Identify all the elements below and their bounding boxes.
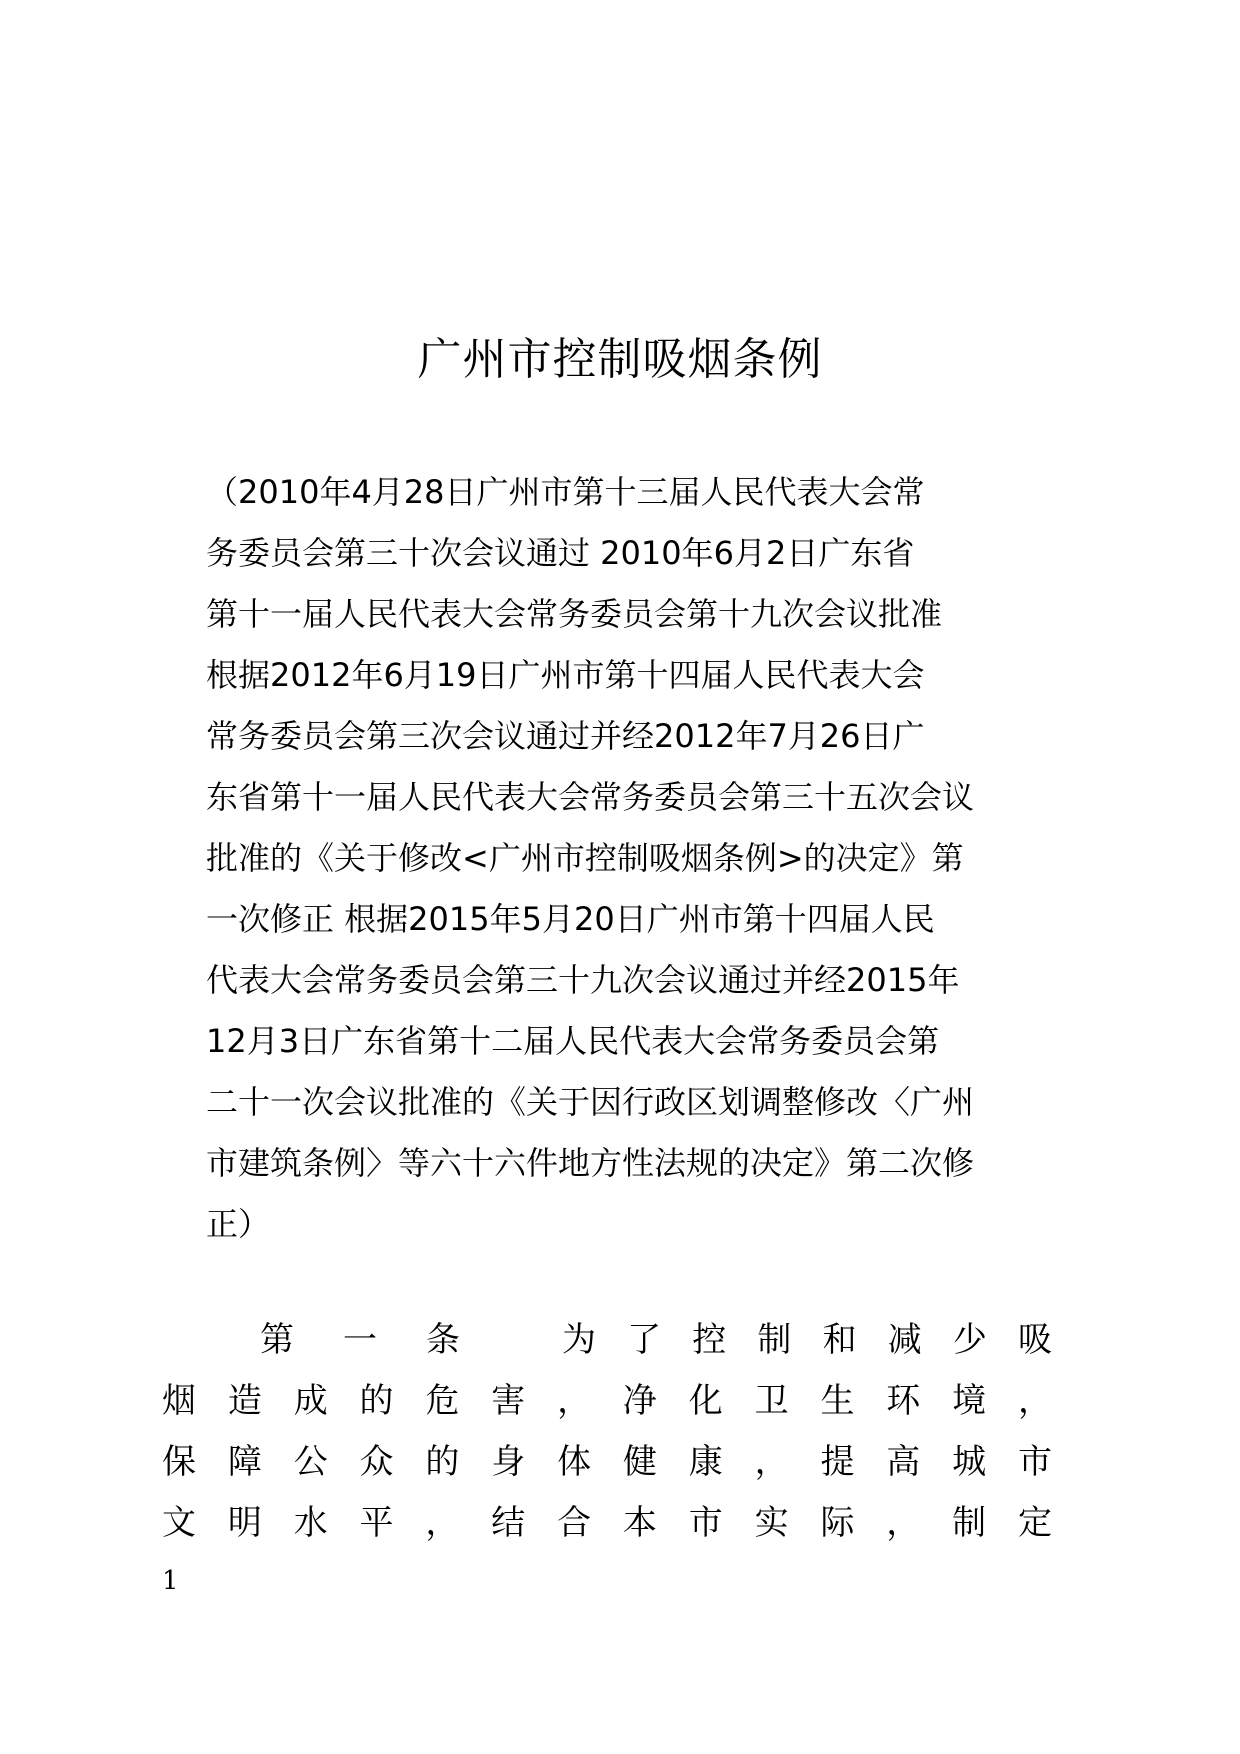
text-glyph: 提: [820, 1442, 855, 1482]
text-glyph: 境: [952, 1381, 987, 1421]
text-glyph: 吸: [1017, 1320, 1052, 1360]
article-line: [162, 1432, 1052, 1493]
article-number: [260, 1310, 460, 1371]
text-glyph: 本: [622, 1503, 657, 1543]
text-glyph: 的: [359, 1381, 394, 1421]
history-line: 务委员会第三十次会议通过 2010年6月2日广东省: [206, 534, 915, 572]
text-glyph: 造: [227, 1381, 262, 1421]
text-glyph: 一: [343, 1320, 377, 1360]
text-glyph: 条: [426, 1320, 460, 1360]
text-glyph: ，: [425, 1503, 460, 1543]
text-glyph: 众: [359, 1442, 394, 1482]
text-glyph: 减: [887, 1320, 922, 1360]
text-glyph: 障: [227, 1442, 262, 1482]
text-glyph: 明: [227, 1503, 262, 1543]
text-glyph: 生: [820, 1381, 855, 1421]
text-glyph: 害: [491, 1381, 526, 1421]
text-glyph: 制: [952, 1503, 987, 1543]
text-glyph: 平: [359, 1503, 394, 1543]
text-glyph: 环: [886, 1381, 921, 1421]
history-line: 东省第十一届人民代表大会常务委员会第三十五次会议: [206, 778, 975, 816]
article-text: [562, 1310, 1052, 1371]
text-glyph: 少: [952, 1320, 987, 1360]
text-glyph: 健: [622, 1442, 657, 1482]
article-one: [162, 1310, 1052, 1554]
text-glyph: 市: [1017, 1442, 1052, 1482]
history-line: 批准的《关于修改<广州市控制吸烟条例>的决定》第: [206, 839, 964, 877]
history-line: （2010年4月28日广州市第十三届人民代表大会常: [206, 473, 925, 511]
text-glyph: 净: [622, 1381, 657, 1421]
text-glyph: 文: [162, 1503, 196, 1543]
history-line: 一次修正 根据2015年5月20日广州市第十四届人民: [206, 900, 935, 938]
article-line: [162, 1371, 1052, 1432]
text-glyph: 危: [425, 1381, 460, 1421]
amendment-history: [206, 462, 1036, 1255]
text-glyph: 卫: [754, 1381, 789, 1421]
text-glyph: 体: [557, 1442, 592, 1482]
history-line: 根据2012年6月19日广州市第十四届人民代表大会: [206, 656, 925, 694]
text-glyph: 控: [692, 1320, 727, 1360]
text-glyph: 合: [557, 1503, 592, 1543]
text-glyph: ，: [1017, 1381, 1052, 1421]
text-glyph: 化: [688, 1381, 723, 1421]
text-glyph: 公: [293, 1442, 328, 1482]
text-glyph: 康: [688, 1442, 723, 1482]
text-glyph: 成: [293, 1381, 328, 1421]
article-line: [162, 1310, 1052, 1371]
text-glyph: ，: [886, 1503, 921, 1543]
history-line: 12月3日广东省第十二届人民代表大会常务委员会第: [206, 1022, 940, 1060]
text-glyph: 的: [425, 1442, 460, 1482]
text-glyph: 保: [162, 1442, 196, 1482]
text-glyph: 定: [1017, 1503, 1052, 1543]
text-glyph: 高: [886, 1442, 921, 1482]
document-title: 广州市控制吸烟条例: [417, 334, 823, 385]
text-glyph: ，: [557, 1381, 592, 1421]
text-glyph: 实: [754, 1503, 789, 1543]
text-glyph: ，: [754, 1442, 789, 1482]
text-glyph: 第: [260, 1320, 294, 1360]
page-number: 1: [162, 1566, 179, 1596]
text-glyph: 水: [293, 1503, 328, 1543]
text-glyph: 了: [627, 1320, 662, 1360]
text-glyph: 身: [491, 1442, 526, 1482]
history-line: 正）: [206, 1205, 271, 1243]
history-line: 常务委员会第三次会议通过并经2012年7月26日广: [206, 717, 925, 755]
history-line: 第十一届人民代表大会常务委员会第十九次会议批准: [206, 595, 943, 633]
history-line: 二十一次会议批准的《关于因行政区划调整修改〈广州: [206, 1083, 975, 1121]
text-glyph: 和: [822, 1320, 857, 1360]
text-glyph: 为: [562, 1320, 596, 1360]
text-glyph: 际: [820, 1503, 855, 1543]
text-glyph: 市: [688, 1503, 723, 1543]
history-line: 代表大会常务委员会第三十九次会议通过并经2015年: [206, 961, 960, 999]
history-line: 市建筑条例〉等六十六件地方性法规的决定》第二次修: [206, 1144, 975, 1182]
text-glyph: 制: [757, 1320, 792, 1360]
text-glyph: 城: [952, 1442, 987, 1482]
text-glyph: 烟: [162, 1381, 196, 1421]
article-line: [162, 1493, 1052, 1554]
text-glyph: 结: [491, 1503, 526, 1543]
